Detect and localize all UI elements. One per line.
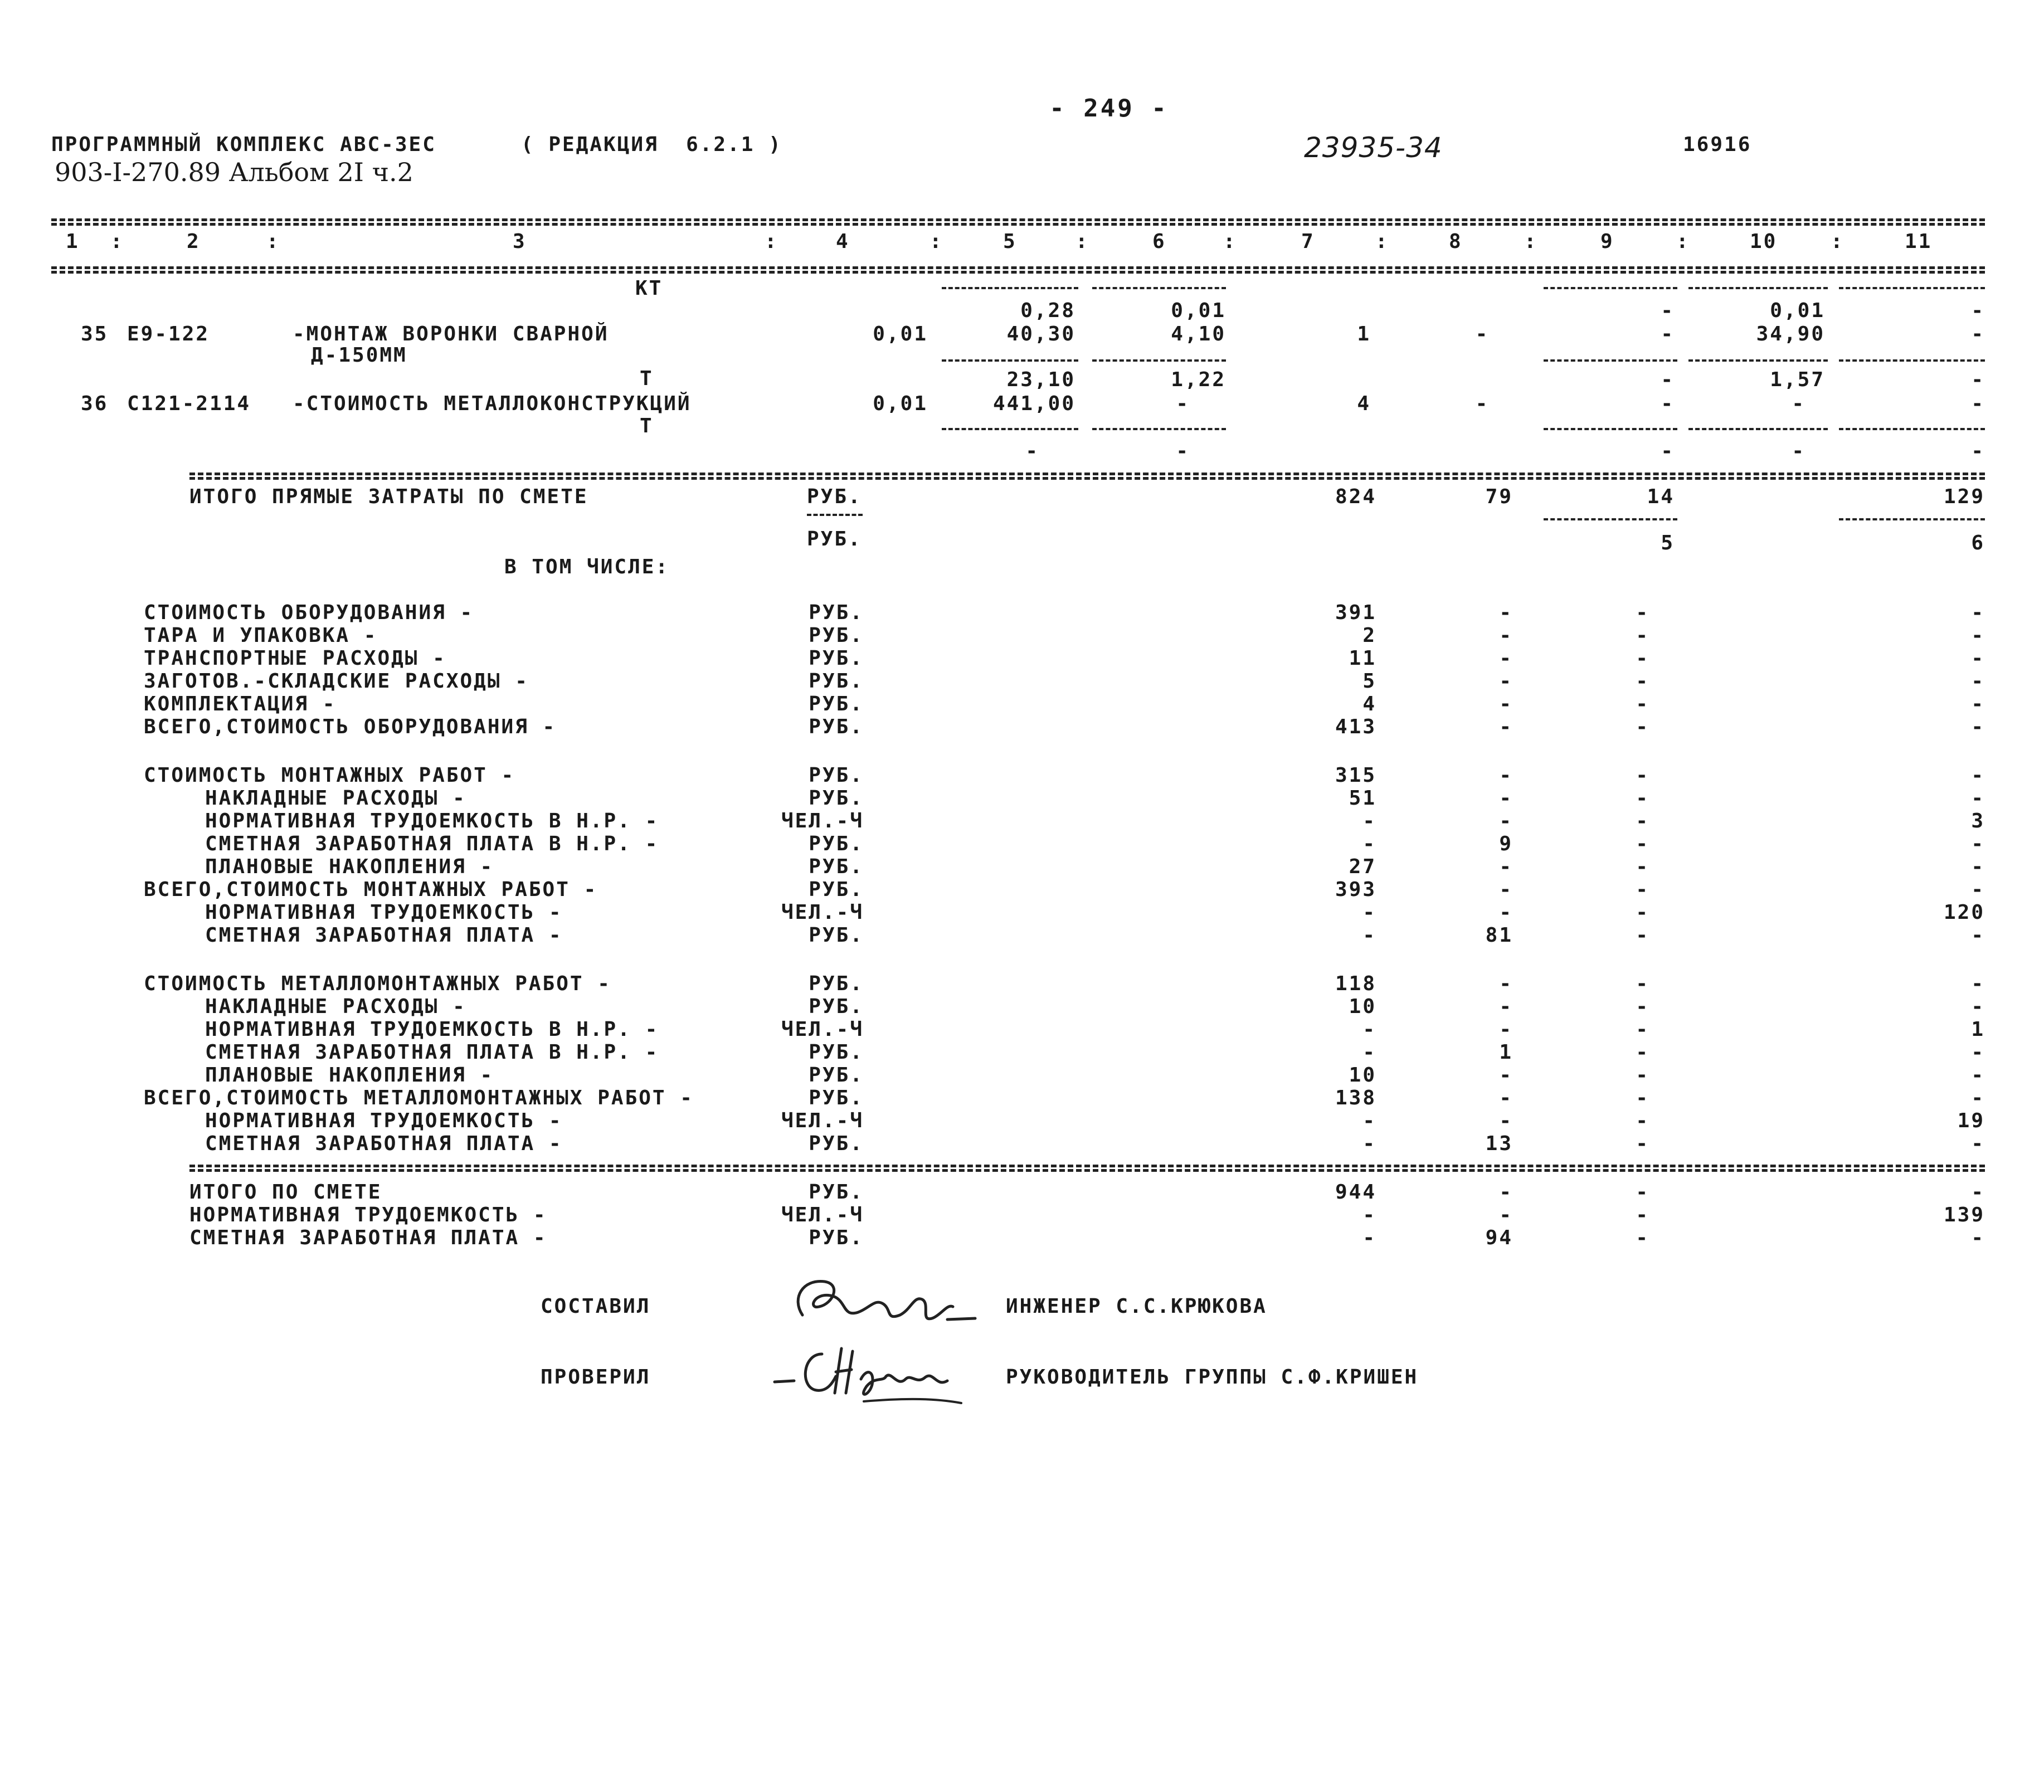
- item-36-c7: 4: [1357, 392, 1371, 415]
- grand-row-unit: РУБ.: [809, 1226, 864, 1249]
- summary-row-c7: -: [1362, 832, 1376, 855]
- item-36-c5a: 23,10: [1006, 368, 1075, 391]
- summary-row-c9: -: [1636, 670, 1649, 693]
- column-separator: :: [1524, 230, 1538, 253]
- summary-row-c7: -: [1362, 1018, 1376, 1041]
- column-number: 7: [1301, 230, 1315, 253]
- total-direct-c9: 14: [1647, 485, 1675, 508]
- totals-rule: [189, 473, 1985, 475]
- summary-row-label: ТАРА И УПАКОВКА -: [144, 624, 378, 647]
- rule: [1839, 518, 1985, 520]
- column-separator: :: [1375, 230, 1389, 253]
- total-direct-unit: РУБ.: [807, 485, 862, 508]
- item-35-c9a: -: [1661, 299, 1675, 322]
- column-number: 11: [1905, 230, 1933, 253]
- summary-row-label: ЗАГОТОВ.-СКЛАДСКИЕ РАСХОДЫ -: [144, 670, 529, 693]
- summary-row-label: СМЕТНАЯ ЗАРАБОТНАЯ ПЛАТА -: [205, 1132, 563, 1155]
- column-separator: :: [1676, 230, 1690, 253]
- rule: [1092, 287, 1226, 289]
- summary-row-c8: -: [1499, 787, 1513, 810]
- summary-row-label: НОРМАТИВНАЯ ТРУДОЕМКОСТЬ В Н.Р. -: [205, 1018, 659, 1041]
- summary-row-c9: -: [1636, 1132, 1649, 1155]
- summary-row-unit: ЧЕЛ.-Ч: [781, 1109, 864, 1132]
- summary-row-c9: -: [1636, 901, 1649, 924]
- grand-row-c7: 944: [1335, 1181, 1376, 1204]
- program-edition: ( РЕДАКЦИЯ 6.2.1 ): [521, 133, 782, 156]
- rule: [1544, 287, 1677, 289]
- grand-row-c9: -: [1636, 1226, 1649, 1249]
- summary-row-c9: -: [1636, 787, 1649, 810]
- rule: [942, 287, 1078, 289]
- summary-row-label: ПЛАНОВЫЕ НАКОПЛЕНИЯ -: [205, 855, 494, 878]
- column-number: 4: [836, 230, 850, 253]
- page-number: - 249 -: [1049, 94, 1169, 123]
- summary-row-c8: -: [1499, 995, 1513, 1018]
- grand-row-c11: 139: [1943, 1204, 1985, 1226]
- rule: [1092, 428, 1226, 430]
- item-36-c10a: 1,57: [1770, 368, 1825, 391]
- summary-row-c9: -: [1636, 1041, 1649, 1064]
- grand-row-unit: ЧЕЛ.-Ч: [781, 1204, 864, 1226]
- item-35-c8: -: [1475, 323, 1490, 345]
- summary-row-unit: РУБ.: [809, 832, 864, 855]
- summary-row-c8: -: [1499, 1018, 1513, 1041]
- summary-row-c9: -: [1636, 624, 1649, 647]
- summary-row-c11: -: [1971, 855, 1985, 878]
- item-35-c5a: 0,28: [1020, 299, 1075, 322]
- summary-row-unit: ЧЕЛ.-Ч: [781, 1018, 864, 1041]
- summary-row-c7: 27: [1349, 855, 1376, 878]
- total-direct-c8: 79: [1485, 485, 1513, 508]
- summary-row-c7: -: [1362, 810, 1376, 832]
- summary-row-c11: -: [1971, 972, 1985, 995]
- summary-row-c11: -: [1971, 1087, 1985, 1109]
- summary-row-unit: РУБ.: [809, 1087, 864, 1109]
- item-35-unit: Т: [640, 367, 654, 390]
- total-direct-c7: 824: [1335, 485, 1376, 508]
- rule: [1688, 428, 1828, 430]
- item-35-c6a: 0,01: [1171, 299, 1226, 322]
- summary-row-c9: -: [1636, 1087, 1649, 1109]
- summary-row-c7: -: [1362, 1109, 1376, 1132]
- summary-row-c7: 315: [1335, 764, 1376, 787]
- rule: [1544, 518, 1677, 520]
- summary-row-c8: -: [1499, 693, 1513, 715]
- sub-total-c9: 5: [1661, 532, 1675, 554]
- compiled-label: СОСТАВИЛ: [541, 1295, 651, 1318]
- summary-row-label: КОМПЛЕКТАЦИЯ -: [144, 693, 337, 715]
- summary-row-c9: -: [1636, 1018, 1649, 1041]
- grand-row-label: НОРМАТИВНАЯ ТРУДОЕМКОСТЬ -: [189, 1204, 547, 1226]
- summary-row-c8: -: [1499, 647, 1513, 670]
- item-35-c11a: -: [1971, 299, 1985, 322]
- summary-row-c11: -: [1971, 787, 1985, 810]
- summary-row-c7: 5: [1362, 670, 1376, 693]
- summary-row-c9: -: [1636, 601, 1649, 624]
- unit-label-top: КТ: [635, 277, 663, 300]
- item-36-after-c9: -: [1661, 440, 1675, 462]
- column-separator: :: [1075, 230, 1089, 253]
- total-direct-c11: 129: [1943, 485, 1985, 508]
- grand-row-c9: -: [1636, 1204, 1649, 1226]
- column-number: 5: [1003, 230, 1017, 253]
- summary-row-c8: -: [1499, 624, 1513, 647]
- grand-row-label: СМЕТНАЯ ЗАРАБОТНАЯ ПЛАТА -: [189, 1226, 547, 1249]
- summary-row-c8: -: [1499, 972, 1513, 995]
- summary-row-c11: -: [1971, 1132, 1985, 1155]
- summary-row-label: НАКЛАДНЫЕ РАСХОДЫ -: [205, 995, 466, 1018]
- summary-row-label: СМЕТНАЯ ЗАРАБОТНАЯ ПЛАТА В Н.Р. -: [205, 1041, 659, 1064]
- summary-row-unit: ЧЕЛ.-Ч: [781, 810, 864, 832]
- program-title: ПРОГРАММНЫЙ КОМПЛЕКС АВС-ЗЕС: [51, 133, 436, 156]
- summary-row-unit: РУБ.: [809, 601, 864, 624]
- item-36-c5b: 441,00: [992, 392, 1075, 415]
- summary-row-c7: -: [1362, 1041, 1376, 1064]
- column-number: 6: [1152, 230, 1166, 253]
- summary-row-c7: 393: [1335, 878, 1376, 901]
- item-36-c11b: -: [1971, 392, 1985, 415]
- item-35-c9b: -: [1661, 323, 1675, 345]
- summary-row-unit: РУБ.: [809, 715, 864, 738]
- grand-row-c7: -: [1362, 1204, 1376, 1226]
- item-35-c10a: 0,01: [1770, 299, 1825, 322]
- summary-row-c11: -: [1971, 693, 1985, 715]
- grand-row-c8: -: [1499, 1204, 1513, 1226]
- checked-label: ПРОВЕРИЛ: [541, 1366, 651, 1389]
- rule: [1688, 287, 1828, 289]
- summary-row-label: СТОИМОСТЬ МЕТАЛЛОМОНТАЖНЫХ РАБОТ -: [144, 972, 611, 995]
- rule: [1544, 428, 1677, 430]
- summary-row-unit: РУБ.: [809, 1064, 864, 1087]
- item-35-c11b: -: [1971, 323, 1985, 345]
- summary-row-c8: -: [1499, 1087, 1513, 1109]
- summary-row-c9: -: [1636, 647, 1649, 670]
- summary-row-c9: -: [1636, 855, 1649, 878]
- header-rule-top: [51, 218, 1985, 221]
- summary-row-c7: 118: [1335, 972, 1376, 995]
- column-number: 9: [1600, 230, 1614, 253]
- summary-row-label: НОРМАТИВНАЯ ТРУДОЕМКОСТЬ В Н.Р. -: [205, 810, 659, 832]
- summary-row-c8: 9: [1499, 832, 1513, 855]
- grand-row-c11: -: [1971, 1181, 1985, 1204]
- summary-row-c11: -: [1971, 924, 1985, 947]
- item-36-c11a: -: [1971, 368, 1985, 391]
- summary-row-c11: 19: [1957, 1109, 1985, 1132]
- column-number: 1: [66, 230, 80, 253]
- item-36-name: -СТОИМОСТЬ МЕТАЛЛОКОНСТРУКЦИЙ: [293, 392, 692, 415]
- compiled-by: ИНЖЕНЕР С.С.КРЮКОВА: [1006, 1295, 1267, 1318]
- item-36-after-c11: -: [1971, 440, 1985, 462]
- grand-row-c8: -: [1499, 1181, 1513, 1204]
- including-label: В ТОМ ЧИСЛЕ:: [504, 556, 670, 578]
- grand-row-c11: -: [1971, 1226, 1985, 1249]
- summary-row-c8: -: [1499, 810, 1513, 832]
- summary-row-c9: -: [1636, 972, 1649, 995]
- summary-row-c8: -: [1499, 1109, 1513, 1132]
- item-36-c6a: 1,22: [1171, 368, 1226, 391]
- summary-row-c11: 3: [1971, 810, 1985, 832]
- item-35-c5b: 40,30: [1006, 323, 1075, 345]
- rule: [1839, 428, 1985, 430]
- summary-row-label: СТОИМОСТЬ МОНТАЖНЫХ РАБОТ -: [144, 764, 515, 787]
- summary-row-c9: -: [1636, 832, 1649, 855]
- column-separator: :: [266, 230, 280, 253]
- column-number: 8: [1449, 230, 1463, 253]
- rule: [942, 428, 1078, 430]
- summary-row-label: ВСЕГО,СТОИМОСТЬ ОБОРУДОВАНИЯ -: [144, 715, 557, 738]
- item-35-code: Е9-122: [127, 323, 210, 345]
- rule: [1092, 359, 1226, 362]
- summary-row-c7: -: [1362, 901, 1376, 924]
- summary-row-label: ВСЕГО,СТОИМОСТЬ МЕТАЛЛОМОНТАЖНЫХ РАБОТ -: [144, 1087, 694, 1109]
- header-rule-top-2: [51, 223, 1985, 226]
- item-35-c6b: 4,10: [1171, 323, 1226, 345]
- summary-row-unit: РУБ.: [809, 693, 864, 715]
- summary-row-c7: 11: [1349, 647, 1376, 670]
- summary-row-c8: -: [1499, 878, 1513, 901]
- totals-rule-2: [189, 477, 1985, 480]
- summary-row-c7: 10: [1349, 995, 1376, 1018]
- summary-row-c7: 4: [1362, 693, 1376, 715]
- summary-row-c9: -: [1636, 924, 1649, 947]
- total-direct-label: ИТОГО ПРЯМЫЕ ЗАТРАТЫ ПО СМЕТЕ: [189, 485, 588, 508]
- summary-row-label: НОРМАТИВНАЯ ТРУДОЕМКОСТЬ -: [205, 1109, 563, 1132]
- summary-row-unit: РУБ.: [809, 855, 864, 878]
- rule: [1688, 359, 1828, 362]
- item-35-qty: 0,01: [873, 323, 928, 345]
- summary-row-c8: 1: [1499, 1041, 1513, 1064]
- column-number: 3: [513, 230, 527, 253]
- item-36-after-c6: -: [1176, 440, 1190, 462]
- grand-rule: [189, 1165, 1985, 1167]
- summary-row-c8: -: [1499, 601, 1513, 624]
- summary-row-label: ТРАНСПОРТНЫЕ РАСХОДЫ -: [144, 647, 446, 670]
- summary-row-unit: ЧЕЛ.-Ч: [781, 901, 864, 924]
- sub-total-c11: 6: [1971, 532, 1985, 554]
- summary-row-c7: 413: [1335, 715, 1376, 738]
- item-36-qty: 0,01: [873, 392, 928, 415]
- signature-compiled-image: [780, 1265, 981, 1337]
- summary-row-unit: РУБ.: [809, 624, 864, 647]
- summary-row-c8: -: [1499, 764, 1513, 787]
- rule: [942, 359, 1078, 362]
- summary-row-c11: -: [1971, 647, 1985, 670]
- summary-row-c11: -: [1971, 878, 1985, 901]
- summary-row-c11: 120: [1943, 901, 1985, 924]
- summary-row-unit: РУБ.: [809, 670, 864, 693]
- summary-row-c11: -: [1971, 1041, 1985, 1064]
- summary-row-c7: 10: [1349, 1064, 1376, 1087]
- summary-row-unit: РУБ.: [809, 1041, 864, 1064]
- rule: [1839, 359, 1985, 362]
- grand-row-c7: -: [1362, 1226, 1376, 1249]
- item-36-c6b: -: [1176, 392, 1190, 415]
- summary-row-c9: -: [1636, 995, 1649, 1018]
- grand-row-unit: РУБ.: [809, 1181, 864, 1204]
- summary-row-label: СМЕТНАЯ ЗАРАБОТНАЯ ПЛАТА В Н.Р. -: [205, 832, 659, 855]
- summary-row-c7: -: [1362, 924, 1376, 947]
- summary-row-c11: -: [1971, 764, 1985, 787]
- summary-row-c11: -: [1971, 832, 1985, 855]
- column-separator: :: [1831, 230, 1845, 253]
- summary-row-c8: 13: [1485, 1132, 1513, 1155]
- sub-total-unit: РУБ.: [807, 528, 862, 551]
- document-code: 23935-34: [1304, 132, 1443, 164]
- summary-row-c11: -: [1971, 670, 1985, 693]
- summary-row-c7: 51: [1349, 787, 1376, 810]
- rule: [807, 514, 863, 516]
- summary-row-unit: РУБ.: [809, 878, 864, 901]
- summary-row-c8: -: [1499, 715, 1513, 738]
- summary-row-c9: -: [1636, 810, 1649, 832]
- summary-row-c7: 138: [1335, 1087, 1376, 1109]
- item-36-c8: -: [1475, 392, 1490, 415]
- item-35-c10b: 34,90: [1756, 323, 1825, 345]
- item-36-unit: Т: [640, 415, 654, 437]
- rule: [1544, 359, 1677, 362]
- summary-row-c11: 1: [1971, 1018, 1985, 1041]
- document-number: 16916: [1683, 133, 1752, 156]
- signature-checked-image: [769, 1337, 975, 1415]
- summary-row-c9: -: [1636, 693, 1649, 715]
- grand-rule-2: [189, 1169, 1985, 1172]
- grand-row-label: ИТОГО ПО СМЕТЕ: [189, 1181, 382, 1204]
- summary-row-c8: 81: [1485, 924, 1513, 947]
- summary-row-unit: РУБ.: [809, 764, 864, 787]
- column-number: 10: [1750, 230, 1778, 253]
- header-rule-bottom-2: [51, 271, 1985, 274]
- summary-row-label: СМЕТНАЯ ЗАРАБОТНАЯ ПЛАТА -: [205, 924, 563, 947]
- summary-row-c11: -: [1971, 995, 1985, 1018]
- item-36-after-c5: -: [1025, 440, 1039, 462]
- column-separator: :: [1223, 230, 1237, 253]
- summary-row-c9: -: [1636, 1109, 1649, 1132]
- item-36-c9a: -: [1661, 368, 1675, 391]
- summary-row-c8: -: [1499, 901, 1513, 924]
- item-35-name: -МОНТАЖ ВОРОНКИ СВАРНОЙ: [293, 323, 609, 345]
- summary-row-c8: -: [1499, 855, 1513, 878]
- summary-row-c11: -: [1971, 1064, 1985, 1087]
- item-36-after-c10: -: [1792, 440, 1805, 462]
- summary-row-c9: -: [1636, 764, 1649, 787]
- item-36-c9b: -: [1661, 392, 1675, 415]
- summary-row-label: НАКЛАДНЫЕ РАСХОДЫ -: [205, 787, 466, 810]
- header-rule-bottom: [51, 266, 1985, 269]
- column-separator: :: [929, 230, 943, 253]
- column-number: 2: [187, 230, 201, 253]
- item-36-c10b: -: [1792, 392, 1805, 415]
- project-reference: 903-I-270.89 Альбом 2I ч.2: [55, 157, 413, 187]
- summary-row-unit: РУБ.: [809, 647, 864, 670]
- column-separator: :: [110, 230, 124, 253]
- checked-by: РУКОВОДИТЕЛЬ ГРУППЫ С.Ф.КРИШЕН: [1006, 1366, 1419, 1389]
- summary-row-c8: -: [1499, 670, 1513, 693]
- item-35-number: 35: [81, 323, 109, 345]
- column-separator: :: [765, 230, 778, 253]
- summary-row-c7: 391: [1335, 601, 1376, 624]
- summary-row-label: ПЛАНОВЫЕ НАКОПЛЕНИЯ -: [205, 1064, 494, 1087]
- summary-row-c9: -: [1636, 1064, 1649, 1087]
- summary-row-c7: -: [1362, 1132, 1376, 1155]
- summary-row-label: СТОИМОСТЬ ОБОРУДОВАНИЯ -: [144, 601, 474, 624]
- summary-row-unit: РУБ.: [809, 972, 864, 995]
- rule: [1839, 287, 1985, 289]
- item-36-code: С121-2114: [127, 392, 251, 415]
- summary-row-c9: -: [1636, 715, 1649, 738]
- summary-row-label: НОРМАТИВНАЯ ТРУДОЕМКОСТЬ -: [205, 901, 563, 924]
- grand-row-c8: 94: [1485, 1226, 1513, 1249]
- item-35-c7: 1: [1357, 323, 1371, 345]
- summary-row-unit: РУБ.: [809, 787, 864, 810]
- grand-row-c9: -: [1636, 1181, 1649, 1204]
- summary-row-label: ВСЕГО,СТОИМОСТЬ МОНТАЖНЫХ РАБОТ -: [144, 878, 598, 901]
- summary-row-c8: -: [1499, 1064, 1513, 1087]
- summary-row-c11: -: [1971, 601, 1985, 624]
- summary-row-c11: -: [1971, 715, 1985, 738]
- summary-row-c11: -: [1971, 624, 1985, 647]
- summary-row-c9: -: [1636, 878, 1649, 901]
- summary-row-unit: РУБ.: [809, 924, 864, 947]
- summary-row-unit: РУБ.: [809, 995, 864, 1018]
- item-35-name-line2: Д-150ММ: [311, 344, 407, 367]
- summary-row-unit: РУБ.: [809, 1132, 864, 1155]
- summary-row-c7: 2: [1362, 624, 1376, 647]
- item-36-number: 36: [81, 392, 109, 415]
